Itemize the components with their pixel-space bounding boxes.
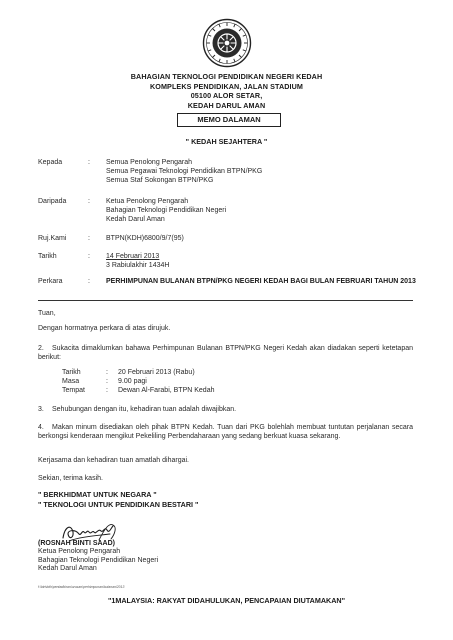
letterhead-line: KOMPLEKS PENDIDIKAN, JALAN STADIUM <box>149 81 303 91</box>
file-path: f:\btn\kdh\pentadbiran\urusan\perhimpunan\bulanan\2013 <box>38 585 125 589</box>
paragraph-number: 2. <box>38 345 44 352</box>
letterhead <box>0 72 453 110</box>
recipient-line: Semua Pegawai Teknologi Pendidikan BTPN/PKG <box>106 168 263 175</box>
signatory-location: Kedah Darul Aman <box>38 565 97 573</box>
memo-title-box: MEMO DALAMAN <box>177 113 281 127</box>
event-value: Dewan Al-Farabi, BTPN Kedah <box>118 387 215 394</box>
field-colon: : <box>88 159 90 166</box>
greeting: " KEDAH SEJAHTERA " <box>185 137 268 146</box>
paragraph-text: Sukacita dimaklumkan bahawa Perhimpunan Bulanan BTPN/PKG Negeri Kedah akan diadakan seperti ketetapan berikut: <box>38 345 413 361</box>
emblem-logo-icon <box>202 18 252 68</box>
sender-line: Bahagian Teknologi Pendidikan Negeri <box>106 207 227 214</box>
field-colon: : <box>88 198 90 205</box>
recipient-line: Semua Penolong Pengarah <box>106 159 193 166</box>
event-value: 9.00 pagi <box>118 378 147 385</box>
event-colon: : <box>106 378 108 385</box>
paragraph-text: Sehubungan dengan itu, kehadiran tuan adalah diwajibkan. <box>52 406 237 413</box>
salutation: Tuan, <box>38 310 56 317</box>
letterhead-line: BAHAGIAN TEKNOLOGI PENDIDIKAN NEGERI KEDAH <box>130 72 323 81</box>
signatory-title: Ketua Penolong Pengarah <box>38 548 121 556</box>
reference-number: BTPN(KDH)6800/9/7(95) <box>106 235 184 242</box>
signatory-dept: Bahagian Teknologi Pendidikan Negeri <box>38 556 159 564</box>
sender-line: Kedah Darul Aman <box>106 216 165 223</box>
intro-paragraph: Dengan hormatnya perkara di atas dirujuk. <box>38 325 171 332</box>
letterhead-line: KEDAH DARUL AMAN <box>187 100 266 110</box>
paragraph-number: 4. <box>38 424 44 431</box>
footer-motto: "1MALAYSIA: RAKYAT DIDAHULUKAN, PENCAPAIAN DIUTAMAKAN" <box>107 596 346 605</box>
slogan-line: " BERKHIDMAT UNTUK NEGARA " <box>38 490 157 499</box>
field-colon: : <box>88 278 90 285</box>
event-colon: : <box>106 387 108 394</box>
field-label: Ruj.Kami <box>38 235 67 242</box>
slogan-line: " TEKNOLOGI UNTUK PENDIDIKAN BESTARI " <box>38 500 199 509</box>
signatory-block <box>38 540 158 574</box>
event-key: Tempat <box>62 387 85 394</box>
recipient-line: Semua Staf Sokongan BTPN/PKG <box>106 177 214 184</box>
divider <box>38 300 413 301</box>
event-key: Masa <box>62 378 80 385</box>
event-key: Tarikh <box>62 369 81 376</box>
event-value: 20 Februari 2013 (Rabu) <box>118 369 195 376</box>
event-colon: : <box>106 369 108 376</box>
closing: Sekian, terima kasih. <box>38 475 103 482</box>
field-label: Daripada <box>38 198 67 205</box>
sender-line: Ketua Penolong Pengarah <box>106 198 189 205</box>
field-colon: : <box>88 253 90 260</box>
field-label: Kepada <box>38 159 63 166</box>
paragraph-2 <box>38 345 413 362</box>
field-label: Perkara <box>38 278 63 285</box>
subject-text: PERHIMPUNAN BULANAN BTPN/PKG NEGERI KEDAH BAGI BULAN FEBRUARI TAHUN 2013 <box>106 278 416 285</box>
paragraph-5: Kerjasama dan kehadiran tuan amatlah dihargai. <box>38 457 189 464</box>
field-colon: : <box>88 235 90 242</box>
paragraph-text: Makan minum disediakan oleh pihak BTPN Kedah. Tuan dari PKG bolehlah membuat tuntutan perjalanan secara berkongsi kenderaan mengikut Pekeliling Perbendaharaan yang sedang berkuat kuasa sekarang. <box>38 424 413 440</box>
letterhead-line: 05100 ALOR SETAR, <box>190 91 263 101</box>
paragraph-number: 3. <box>38 406 44 413</box>
signatory-name: (ROSNAH BINTI SAAD) <box>38 540 115 547</box>
field-label: Tarikh <box>38 253 57 260</box>
date-gregorian: 14 Februari 2013 <box>106 253 160 260</box>
paragraph-3 <box>38 406 413 415</box>
paragraph-4 <box>38 424 413 441</box>
date-hijri: 3 Rabiulakhir 1434H <box>106 262 170 269</box>
